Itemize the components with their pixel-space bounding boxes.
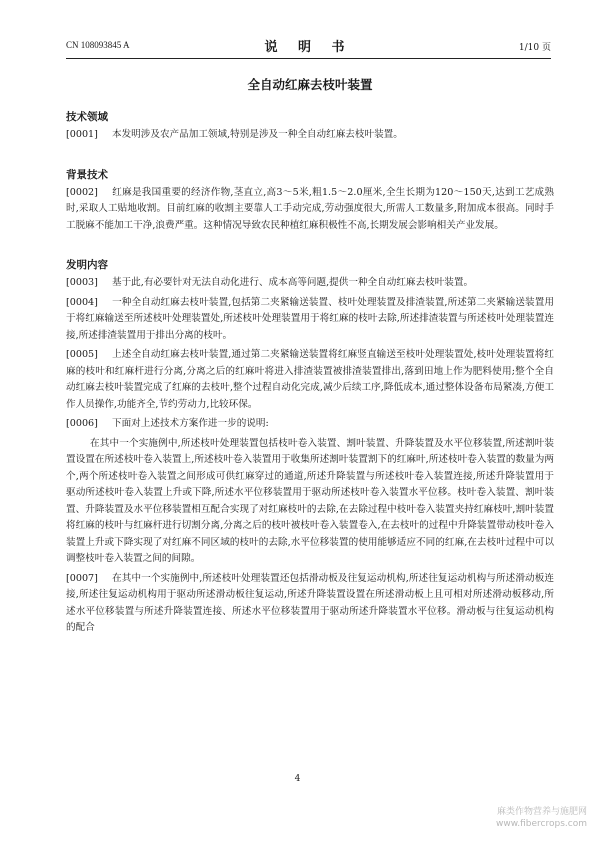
paragraph-number: [0006] <box>66 418 98 429</box>
paragraph-text: 一种全自动红麻去枝叶装置,包括第二夹紧输送装置、枝叶处理装置及排渣装置,所述第二夹紧输送装置用于将红麻输送至所述枝叶处理装置处,所述枝叶处理装置用于将红麻的枝叶去除,所述排渣装置与所述枝叶处理装置连接,所述排渣装置用于排出分离的枝叶。 <box>66 296 554 341</box>
page-header <box>66 36 551 54</box>
publication-number: CN 108093845 A <box>66 40 130 50</box>
paragraph-text: 在其中一个实施例中,所述枝叶处理装置还包括滑动板及往复运动机构,所述往复运动机构与所述滑动板连接,所述往复运动机构用于驱动所述滑动板往复运动,所述升降装置设置在所述滑动板上且可相对所述滑动板移动,所述水平位移装置与所述升降装置连接、所述水平位移装置用于驱动所述升降装置水平位移。滑动板与往复运动机构的配合 <box>66 572 554 633</box>
paragraph-number: [0001] <box>66 129 98 140</box>
watermark <box>496 806 587 830</box>
paragraph-0004 <box>66 295 554 345</box>
page-number: 4 <box>294 774 301 784</box>
watermark-url: www.fibercrops.com <box>496 819 587 829</box>
document-type: 说 明 书 <box>264 40 353 55</box>
paragraph-text: 红麻是我国重要的经济作物,茎直立,高3～5米,粗1.5～2.0厘米,全生长期为120～150天,达到工艺成熟时,采取人工贴地收割。目前红麻的收割主要靠人工手动完成,劳动强度很大,所需人工数量多,附加成本很高。同时手工脱麻不能加工干净,浪费严重。这种情况导致农民种植红麻积极性不高,长期发展会影响相关产业发展。 <box>66 186 554 231</box>
paragraph-text: 本发明涉及农产品加工领域,特别是涉及一种全自动红麻去枝叶装置。 <box>112 129 403 140</box>
header-divider <box>66 58 551 59</box>
paragraph-text: 基于此,有必要针对无法自动化进行、成本高等问题,提供一种全自动红麻去枝叶装置。 <box>112 277 474 288</box>
paragraph-0003 <box>66 275 554 292</box>
paragraph-number: [0002] <box>66 186 98 198</box>
paragraph-0002 <box>66 185 554 235</box>
paragraph-0001 <box>66 127 554 144</box>
paragraph-number: [0003] <box>66 277 98 288</box>
paragraph-number: [0005] <box>66 349 98 360</box>
paragraph-number: [0007] <box>66 572 98 584</box>
paragraph-0006-continued: 在其中一个实施例中,所述枝叶处理装置包括枝叶卷入装置、割叶装置、升降装置及水平位移装置,所述割叶装置设置在所述枝叶卷入装置上,所述枝叶卷入装置用于收集所述割叶装置割下的红麻叶,所述枝叶卷入装置的数量为两个,两个所述枝叶卷入装置之间形成可供红麻穿过的通道,所述升降装置与所述枝叶卷入装置连接,所述升降装置用于驱动所述枝叶卷入装置上升或下降,所述水平位移装置用于驱动所述枝叶卷入装置水平位移。枝叶卷入装置、割叶装置、升降装置及水平位移装置相互配合实现了对红麻枝叶的去除,在去除过程中枝叶卷入装置夹持红麻枝叶,割叶装置将红麻的枝叶与红麻杆进行切割分离,分离之后的枝叶被枝叶卷入装置卷入,在去枝叶的过程中升降装置带动枝叶卷入装置上升或下降实现了对红麻不同区域的枝叶的去除,水平位移装置的使用能够适应不同的红麻,在去枝叶过程中可以调整枝叶卷入装置之间的间隙。 <box>66 437 554 564</box>
section-background: 背景技术 <box>66 168 108 181</box>
document-body <box>66 75 554 640</box>
document-title: 全自动红麻去枝叶装置 <box>247 77 373 92</box>
section-summary: 发明内容 <box>66 259 108 271</box>
page-count: 1/10 页 <box>518 43 551 53</box>
paragraph-0007 <box>66 571 554 637</box>
paragraph-0006 <box>66 416 554 433</box>
paragraph-0005 <box>66 347 554 413</box>
paragraph-number: [0004] <box>66 296 98 308</box>
watermark-site-name: 麻类作物营养与施肥网 <box>496 807 587 817</box>
paragraph-text: 下面对上述技术方案作进一步的说明: <box>112 418 269 429</box>
section-tech-field: 技术领域 <box>66 111 108 123</box>
paragraph-text: 上述全自动红麻去枝叶装置,通过第二夹紧输送装置将红麻竖直输送至枝叶处理装置处,枝叶处理装置将红麻的枝叶和红麻杆进行分离,分离之后的红麻叶将进入排渣装置被排渣装置排出,落到田地上作为肥料使用;整个全自动红麻去枝叶装置完成了红麻的去枝叶,整个过程自动化完成,减少后续工序,降低成本,通过整体设备布局紧凑,方便工作人员操作,功能齐全,节约劳动力,比较环保。 <box>66 349 554 410</box>
